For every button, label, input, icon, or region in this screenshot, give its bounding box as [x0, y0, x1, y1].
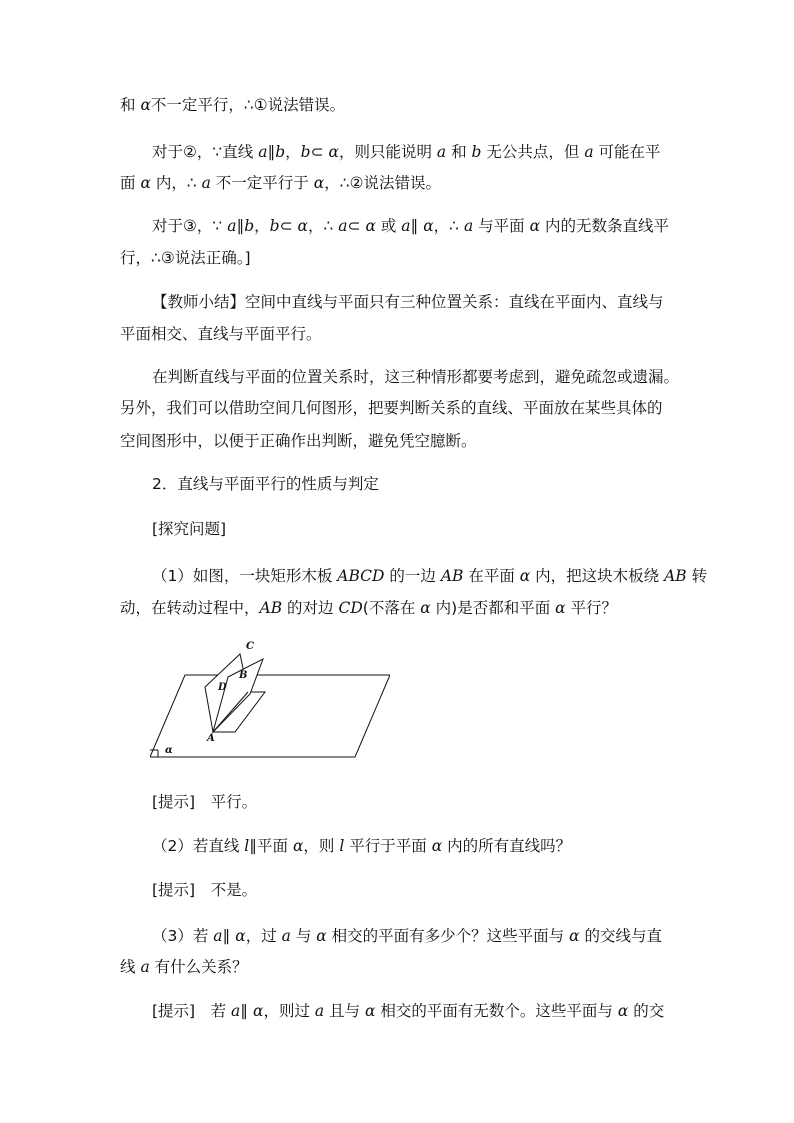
text-segment: b — [275, 143, 286, 161]
text-segment: α — [431, 837, 443, 855]
text-segment: a — [140, 958, 150, 976]
text-segment: 且与 — [324, 1002, 365, 1020]
text-segment: 内，∴ — [150, 174, 202, 192]
text-segment: a — [584, 143, 594, 161]
text-segment: 内)是否都和平面 — [430, 599, 556, 617]
text-segment: a — [463, 217, 474, 235]
text-segment: 和 — [120, 96, 141, 114]
rotating-board-figure — [150, 632, 390, 762]
text-segment: 的一边 — [384, 567, 441, 585]
text-segment: 的对边 — [282, 599, 339, 617]
text-segment: [提示] 平行。 — [152, 793, 258, 811]
text-segment: AB — [259, 599, 283, 617]
text-segment: α — [140, 96, 151, 114]
text-segment: α — [316, 927, 327, 945]
text-segment: 线 — [120, 958, 141, 976]
text-segment: ⊂ — [347, 217, 366, 235]
text-segment: ABCD — [337, 567, 385, 585]
text-segment: α — [140, 174, 151, 192]
text-segment: a — [314, 1002, 325, 1020]
text-segment: 平行于平面 — [344, 837, 432, 855]
text-segment: b — [471, 143, 482, 161]
text-segment: 无公共点，但 — [481, 143, 585, 161]
text-segment: 动，在转动过程中， — [120, 599, 260, 617]
label-c: C — [246, 641, 254, 652]
text-segment: ，则只能说明 — [338, 143, 437, 161]
text-segment: 或 — [375, 217, 402, 235]
text-segment: α — [297, 217, 308, 235]
plane-alpha-shape — [150, 675, 390, 757]
text-line-7 — [120, 324, 322, 344]
text-segment: l — [339, 837, 345, 855]
text-line-2 — [152, 142, 661, 162]
text-segment: α — [423, 217, 434, 235]
text-segment: a — [231, 1002, 241, 1020]
text-segment: α — [235, 927, 246, 945]
text-segment: 不一定平行，∴①说法错误。 — [150, 96, 346, 114]
text-segment: ， — [285, 143, 301, 161]
text-segment: a — [401, 217, 411, 235]
text-line-3 — [120, 173, 441, 193]
label-alpha: α — [165, 745, 173, 756]
text-segment: α — [364, 1002, 376, 1020]
text-segment: α — [313, 174, 325, 192]
text-segment: 可能在平 — [593, 143, 661, 161]
text-segment: 平行？ — [565, 599, 618, 617]
text-segment: 内的所有直线吗？ — [442, 837, 572, 855]
text-segment: [提示] 若 — [152, 1002, 232, 1020]
text-line-12 — [152, 519, 226, 539]
text-line-8 — [152, 367, 679, 387]
text-segment: 在平面 — [463, 567, 520, 585]
text-segment: ，∴ — [433, 217, 464, 235]
text-line-5 — [120, 248, 251, 268]
text-line-14 — [120, 598, 617, 618]
text-segment: [提示] 不是。 — [152, 881, 258, 899]
text-segment: ⊂ — [310, 143, 329, 161]
text-segment: a — [213, 927, 223, 945]
text-segment: b — [244, 217, 255, 235]
text-line-9 — [120, 398, 663, 418]
text-segment: 相交的平面有多少个？这些平面与 — [326, 927, 570, 945]
text-line-10 — [120, 431, 477, 451]
text-segment: α — [569, 927, 580, 945]
text-line-17 — [152, 880, 257, 900]
text-line-18 — [152, 926, 662, 946]
text-segment: （1）如图，一块矩形木板 — [152, 567, 338, 585]
text-segment: ，∴②说法错误。 — [324, 174, 441, 192]
text-segment: ∥平面 — [249, 837, 293, 855]
text-segment: AB — [440, 567, 464, 585]
text-segment: b — [300, 143, 311, 161]
text-segment: （3）若 — [152, 927, 214, 945]
text-segment: ⊂ — [279, 217, 298, 235]
text-segment: α — [420, 599, 431, 617]
text-segment: ，过 — [245, 927, 282, 945]
text-segment: 平面相交、直线与平面平行。 — [120, 325, 322, 343]
text-segment: α — [519, 567, 531, 585]
text-segment: 【教师小结】空间中直线与平面只有三种位置关系：直线在平面内、直线与 — [152, 293, 664, 311]
text-segment: a — [201, 174, 211, 192]
text-line-20 — [152, 1001, 664, 1021]
text-segment: (不落在 — [362, 599, 421, 617]
text-line-16 — [152, 836, 571, 856]
text-segment: 相交的平面有无数个。这些平面与 — [375, 1002, 618, 1020]
text-segment: a — [258, 143, 268, 161]
text-segment: a — [227, 217, 237, 235]
text-segment: 面 — [120, 174, 141, 192]
text-line-11 — [152, 474, 379, 494]
text-segment: （2）若直线 — [152, 837, 245, 855]
text-segment: ∥ — [222, 927, 236, 945]
text-segment: 和 — [446, 143, 472, 161]
text-segment: a — [338, 217, 348, 235]
text-segment: 转 — [686, 567, 708, 585]
text-segment: 的交线与直 — [579, 927, 662, 945]
text-segment: 与 — [290, 927, 317, 945]
text-segment: 内，把这块木板绕 — [530, 567, 665, 585]
text-segment: α — [292, 837, 304, 855]
text-line-15 — [152, 792, 257, 812]
text-segment: 的交 — [628, 1002, 665, 1020]
text-segment: 行，∴③说法正确。] — [120, 249, 251, 267]
text-segment: CD — [338, 599, 363, 617]
text-segment: 不一定平行于 — [210, 174, 314, 192]
label-d: D — [218, 682, 227, 693]
text-segment: 有什么关系？ — [149, 958, 248, 976]
text-segment: ，则过 — [263, 1002, 315, 1020]
text-line-13 — [152, 566, 707, 586]
text-segment: ，∴ — [307, 217, 339, 235]
text-segment: α — [328, 143, 339, 161]
text-segment: 空间图形中，以便于正确作出判断，避免凭空臆断。 — [120, 432, 477, 450]
text-segment: α — [529, 217, 541, 235]
text-segment: ， — [254, 217, 270, 235]
text-segment: α — [252, 1002, 264, 1020]
text-segment: 对于③，∵ — [152, 217, 228, 235]
text-segment: l — [244, 837, 250, 855]
text-segment: a — [281, 927, 291, 945]
text-line-1 — [120, 95, 345, 115]
text-segment: 与平面 — [473, 217, 530, 235]
text-segment: 2．直线与平面平行的性质与判定 — [152, 475, 379, 493]
text-segment: 另外，我们可以借助空间几何图形，把要判断关系的直线、平面放在某些具体的 — [120, 399, 663, 417]
label-a: A — [207, 733, 215, 744]
text-line-4 — [152, 216, 669, 236]
text-line-19 — [120, 957, 248, 977]
text-segment: 对于②，∵直线 — [152, 143, 259, 161]
text-line-6 — [152, 292, 664, 312]
text-segment: b — [269, 217, 280, 235]
text-segment: 在判断直线与平面的位置关系时，这三种情形都要考虑到，避免疏忽或遗漏。 — [152, 368, 680, 386]
text-segment: [探究问题] — [152, 520, 227, 538]
text-segment: ∥ — [267, 143, 276, 161]
text-segment: ∥ — [240, 1002, 253, 1020]
label-b: B — [239, 670, 248, 681]
text-segment: ∥ — [410, 217, 424, 235]
text-segment: ，则 — [303, 837, 340, 855]
text-segment: α — [555, 599, 566, 617]
text-segment: α — [365, 217, 376, 235]
text-segment: 内的无数条直线平 — [540, 217, 669, 235]
text-segment: ∥ — [236, 217, 245, 235]
text-segment: a — [436, 143, 447, 161]
text-segment: AB — [664, 567, 687, 585]
text-segment: α — [617, 1002, 629, 1020]
